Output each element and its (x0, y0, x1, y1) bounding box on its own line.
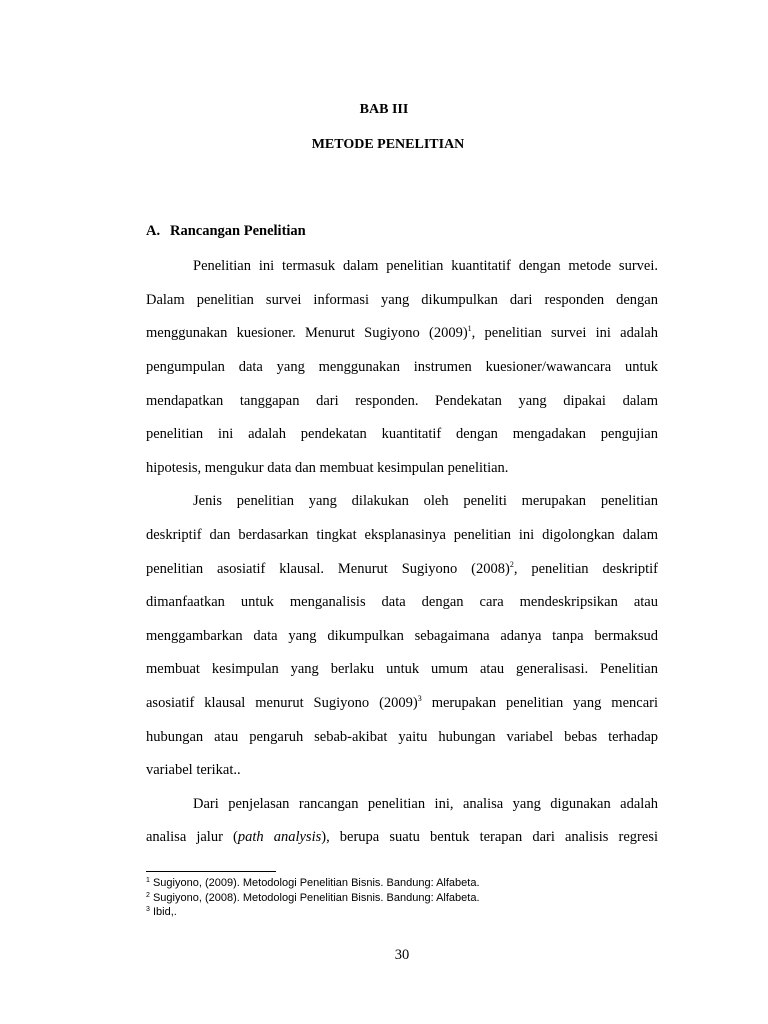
body-line: Dalam penelitian survei informasi yang dikumpulkan dari responden dengan (146, 292, 658, 308)
footnote-ref: 3 (417, 694, 422, 703)
italic-term: path analysis (237, 829, 322, 845)
footnote-text: Sugiyono, (2009). Metodologi Penelitian Bisnis. Bandung: Alfabeta. (149, 877, 480, 889)
chapter-title: METODE PENELITIAN (311, 137, 465, 152)
body-line: hipotesis, mengukur data dan membuat kesimpulan penelitian. (146, 460, 509, 476)
body-line: hubungan atau pengaruh sebab-akibat yaitu hubungan variabel bebas terhadap (146, 729, 658, 745)
page-number: 30 (394, 947, 410, 963)
footnote (146, 876, 480, 890)
body-text: menggunakan kuesioner. Menurut Sugiyono (2009) (146, 325, 468, 341)
body-text: , penelitian deskriptif (513, 561, 658, 577)
body-line: mendapatkan tanggapan dari responden. Pendekatan yang dipakai dalam (146, 393, 658, 409)
body-text: ), berupa suatu bentuk terapan dari analisis regresi (321, 829, 658, 845)
body-line: penelitian ini adalah pendekatan kuantitatif dengan mengadakan pengujian (146, 426, 658, 442)
footnote-mark: 2 (146, 892, 150, 899)
chapter-heading: BAB III (359, 102, 409, 117)
body-line (146, 694, 658, 712)
body-line: Jenis penelitian yang dilakukan oleh peneliti merupakan penelitian (193, 493, 658, 509)
body-line: pengumpulan data yang menggunakan instrumen kuesioner/wawancara untuk (146, 359, 658, 375)
body-text: asosiatif klausal menurut Sugiyono (2009) (146, 695, 418, 711)
footnote-separator (146, 871, 276, 872)
body-line: deskriptif dan berdasarkan tingkat eksplanasinya penelitian ini digolongkan dalam (146, 527, 658, 543)
footnote-mark: 1 (146, 877, 150, 884)
body-line: variabel terikat.. (146, 762, 241, 778)
footnote-text: Ibid,. (149, 906, 177, 918)
body-line: membuat kesimpulan yang berlaku untuk umum atau generalisasi. Penelitian (146, 661, 658, 677)
body-text: , penelitian survei ini adalah (471, 325, 658, 341)
body-line (146, 324, 658, 342)
footnote-text: Sugiyono, (2008). Metodologi Penelitian Bisnis. Bandung: Alfabeta. (149, 892, 480, 904)
body-line: Dari penjelasan rancangan penelitian ini, analisa yang digunakan adalah (193, 796, 658, 812)
section-number: A. (146, 223, 161, 239)
footnote (146, 905, 177, 919)
body-text: analisa jalur ( (146, 829, 238, 845)
section-heading (146, 223, 306, 240)
section-title: Rancangan Penelitian (170, 223, 306, 239)
footnote-mark: 3 (146, 906, 150, 913)
body-line (146, 828, 658, 846)
body-text: merupakan penelitian yang mencari (421, 695, 658, 711)
body-line: dimanfaatkan untuk menganalisis data dengan cara mendeskripsikan atau (146, 594, 658, 610)
body-line (146, 560, 658, 578)
footnote-ref: 2 (509, 560, 514, 569)
body-text: penelitian asosiatif klausal. Menurut Sugiyono (2008) (146, 561, 510, 577)
footnote-ref: 1 (467, 324, 472, 333)
body-line: Penelitian ini termasuk dalam penelitian kuantitatif dengan metode survei. (193, 258, 658, 274)
footnote (146, 891, 480, 905)
body-line: menggambarkan data yang dikumpulkan sebagaimana adanya tanpa bermaksud (146, 628, 658, 644)
